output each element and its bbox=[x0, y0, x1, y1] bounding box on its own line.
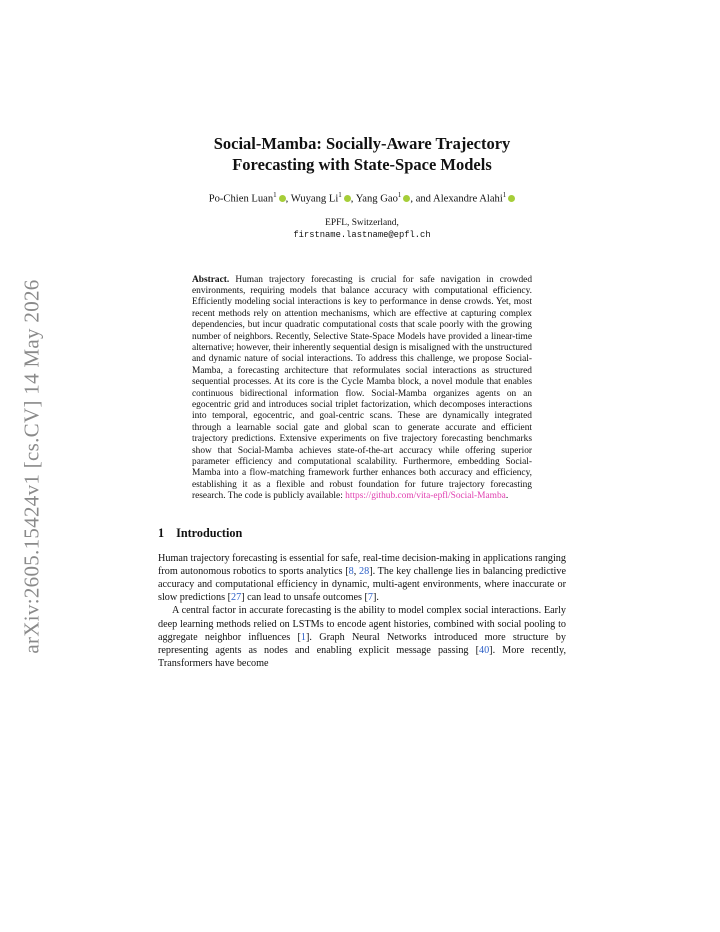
citation-link[interactable]: 8 bbox=[348, 565, 354, 577]
paragraph bbox=[158, 552, 566, 605]
author-separator: , bbox=[350, 193, 356, 205]
author-list bbox=[158, 191, 566, 205]
paragraph-text: ]. More recently, Transformers have become bbox=[158, 645, 566, 670]
email-address[interactable]: firstname.lastname@epfl.ch bbox=[293, 229, 431, 240]
abstract-text: Human trajectory forecasting is crucial for safe navigation in crowded environments, requiring models that balance accuracy with computational efficiency. Efficiently modeling social interactions is key to performance in dense crowds. Yet, most recent methods rely on attention mechanisms, which are effective at capturing complex dependencies, but incur quadratic computational costs that scale poorly with the growing number of neighbors. Recently, Selective State-Space Models have provided a linear-time alternative; however, their inherently sequential design is misaligned with the unstructured and dynamic nature of social interactions. To address this challenge, we propose Social-Mamba, a forecasting architecture that reformulates social interactions as structured sequential processes. At its core is the Cycle Mamba block, a novel module that enables continuous bidirectional information flow. Social-Mamba organizes agents on an egocentric grid and introduces social triplet factorization, which decomposes interactions into temporal, egocentric, and goal-centric scans. These are dynamically integrated through a learnable social gate and global scan to generate accurate and efficient trajectory predictions. Extensive experiments on five trajectory forecasting benchmarks show that Social-Mamba achieves state-of-the-art accuracy while offering superior parameter efficiency and computational scalability. Furthermore, embedding Social-Mamba into a flow-matching framework further enhances both accuracy and efficiency, establishing it as a flexible and robust foundation for future trajectory forecasting research. The code is publicly available: bbox=[192, 274, 533, 502]
abstract bbox=[192, 275, 532, 503]
paragraph-text: Human trajectory forecasting is essential for safe, real-time decision-making in applications ranging from autonomous robotics to sports analytics [ bbox=[158, 552, 566, 577]
author-separator: , and bbox=[410, 193, 434, 205]
author-name: Po-Chien Luan bbox=[208, 193, 274, 205]
author-name: Wuyang Li bbox=[290, 193, 339, 205]
author-separator: , bbox=[285, 193, 291, 205]
title-line-2: Forecasting with State-Space Models bbox=[232, 155, 492, 174]
citation-link[interactable]: 7 bbox=[367, 592, 374, 604]
paper-page bbox=[158, 0, 566, 670]
affiliation-marker: 1 bbox=[338, 191, 342, 199]
citation-link[interactable]: 40 bbox=[478, 645, 490, 657]
orcid-icon[interactable] bbox=[344, 195, 351, 202]
code-link[interactable]: https://github.com/vita-epfl/Social-Mamba bbox=[345, 491, 506, 502]
introduction-body bbox=[158, 552, 566, 671]
section-title: Introduction bbox=[176, 525, 243, 540]
author-name: Alexandre Alahi bbox=[433, 193, 503, 205]
paragraph-text: ]. bbox=[373, 592, 379, 604]
title-line-1: Social-Mamba: Socially-Aware Trajectory bbox=[213, 134, 511, 153]
orcid-icon[interactable] bbox=[508, 195, 515, 202]
paragraph-text: ]. The key challenge lies in balancing predictive accuracy and computational efficiency in dynamic, multi-agent environments, where inaccurate or slow predictions [ bbox=[158, 565, 567, 604]
abstract-end: . bbox=[505, 491, 509, 502]
affiliation-marker: 1 bbox=[273, 191, 277, 199]
arxiv-sidebar-stamp bbox=[12, 256, 52, 676]
section-heading bbox=[158, 526, 566, 541]
affiliation-marker: 1 bbox=[502, 191, 507, 199]
affiliation-block bbox=[158, 217, 566, 241]
citation-link[interactable]: 1 bbox=[300, 631, 306, 643]
citation-separator: , bbox=[353, 565, 360, 577]
affiliation: EPFL, Switzerland, bbox=[325, 217, 399, 228]
paragraph-text: ]. Graph Neural Networks introduced more structure by representing agents as nodes and enabling explicit message passing [ bbox=[158, 631, 566, 657]
affiliation-marker: 1 bbox=[397, 191, 402, 199]
paragraph-text: ] can lead to unsafe outcomes [ bbox=[241, 592, 368, 604]
orcid-icon[interactable] bbox=[279, 195, 286, 202]
citation-link[interactable]: 27 bbox=[231, 592, 242, 604]
author-name: Yang Gao bbox=[355, 193, 398, 205]
citation-link[interactable]: 28 bbox=[359, 565, 370, 577]
paragraph bbox=[158, 604, 566, 670]
abstract-label: Abstract. bbox=[192, 274, 230, 285]
paper-title bbox=[158, 133, 566, 175]
section-number: 1 bbox=[158, 525, 165, 540]
paragraph-text: A central factor in accurate forecasting is the ability to model complex social interactions. Early deep learning methods relied on LSTMs to encode agent histories, combined with social pooling to aggregate neighbor influences [ bbox=[158, 605, 566, 643]
arxiv-identifier: arXiv:2605.15424v1 [cs.CV] 14 May 2026 bbox=[19, 278, 44, 654]
